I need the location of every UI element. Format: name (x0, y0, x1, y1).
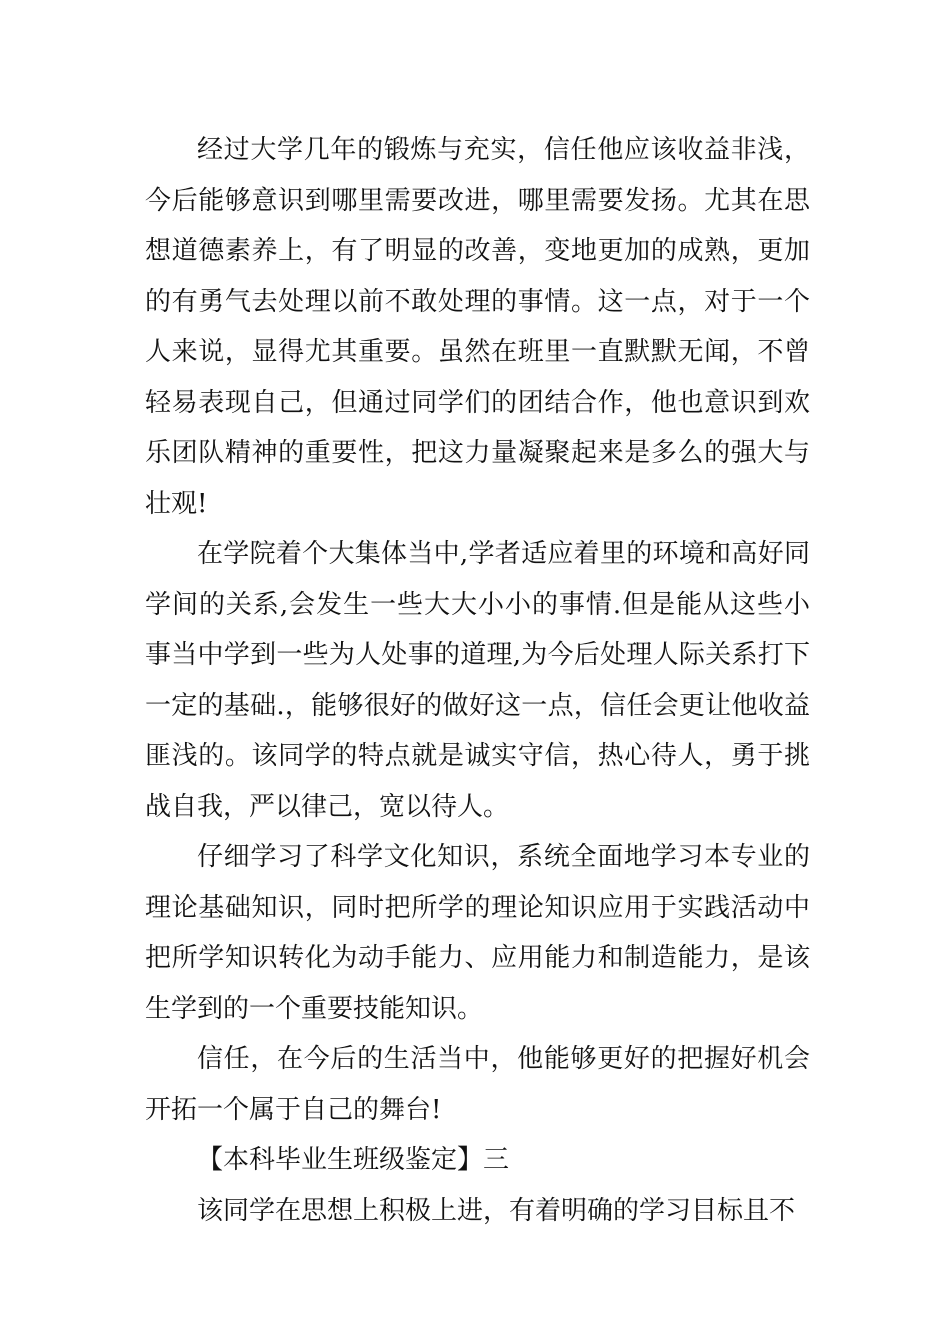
paragraph-4: 信任，在今后的生活当中，他能够更好的把握好机会开拓一个属于自己的舞台! (145, 1044, 810, 1125)
section-heading: 【本科毕业生班级鉴定】三 (197, 1145, 510, 1175)
paragraph-3: 仔细学习了科学文化知识，系统全面地学习本专业的理论基础知识，同时把所学的理论知识应用于实践活动中把所学知识转化为动手能力、应用能力和制造能力，是该生学到的一个重要技能知识。 (145, 842, 810, 1024)
paragraph-2: 在学院着个大集体当中,学者适应着里的环境和高好同学间的关系,会发生一些大大小小的事情.但是能从这些小事当中学到一些为人处事的道理,为今后处理人际关系打下一定的基础.，能够很好的做好这一点，信任会更让他收益匪浅的。该同学的特点就是诚实守信，热心待人，勇于挑战自我，严以律己，宽以待人。 (145, 539, 810, 822)
paragraph-1: 经过大学几年的锻炼与充实，信任他应该收益非浅，今后能够意识到哪里需要改进，哪里需要发扬。尤其在思想道德素养上，有了明显的改善，变地更加的成熟，更加的有勇气去处理以前不敢处理的事情。这一点，对于一个人来说，显得尤其重要。虽然在班里一直默默无闻，不曾轻易表现自己，但通过同学们的团结合作，他也意识到欢乐团队精神的重要性，把这力量凝聚起来是多么的强大与壮观! (145, 135, 810, 519)
document-body (145, 125, 810, 1236)
paragraph-5: 该同学在思想上积极上进，有着明确的学习目标且不 (197, 1195, 796, 1226)
